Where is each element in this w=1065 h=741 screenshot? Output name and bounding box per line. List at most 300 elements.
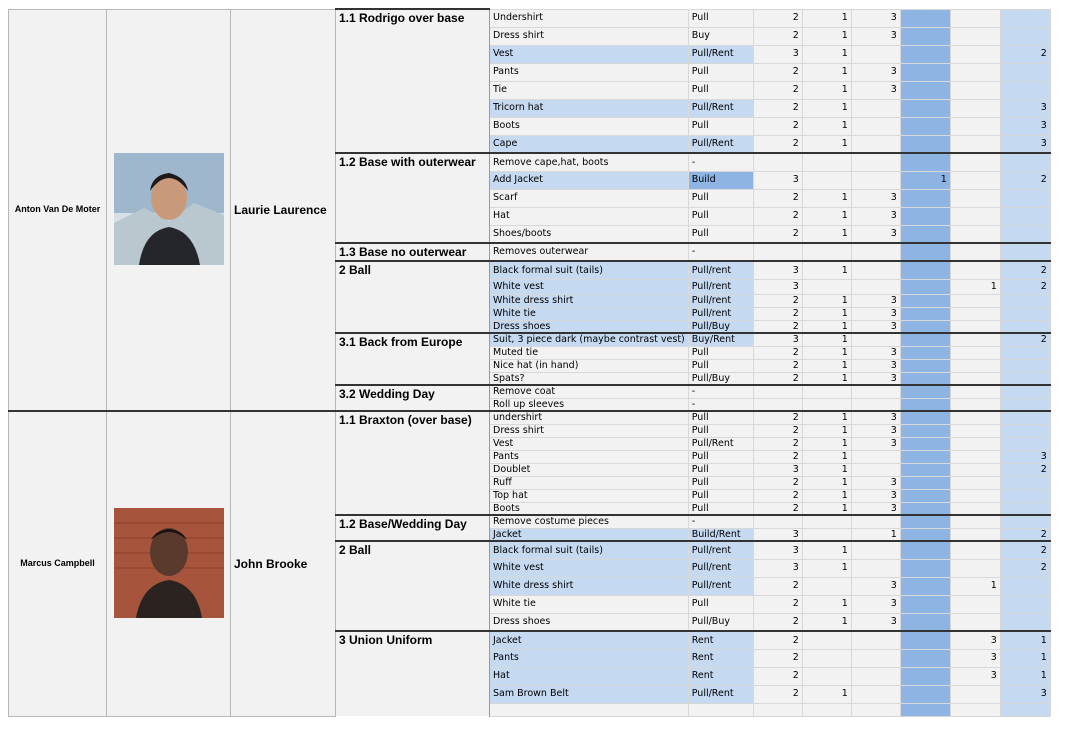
priority-cell-f[interactable]: 2 [1000, 528, 1050, 541]
source-method[interactable]: Pull [688, 207, 753, 225]
priority-cell-d[interactable] [900, 189, 950, 207]
priority-cell-e[interactable] [950, 359, 1000, 372]
costume-item[interactable]: Boots [490, 117, 689, 135]
priority-cell-e[interactable] [950, 63, 1000, 81]
priority-cell-a[interactable]: 2 [753, 411, 802, 424]
priority-cell-e[interactable] [950, 515, 1000, 528]
source-method[interactable]: Pull/rent [688, 577, 753, 595]
priority-cell-d[interactable] [900, 502, 950, 515]
costume-item[interactable]: White dress shirt [490, 577, 689, 595]
priority-cell-f[interactable]: 3 [1000, 450, 1050, 463]
priority-cell-a[interactable]: 2 [753, 346, 802, 359]
source-method[interactable]: Pull/rent [688, 307, 753, 320]
priority-cell-f[interactable]: 1 [1000, 667, 1050, 685]
priority-cell-d[interactable]: 1 [900, 171, 950, 189]
priority-cell-a[interactable]: 2 [753, 81, 802, 99]
priority-cell-f[interactable]: 2 [1000, 463, 1050, 476]
priority-cell-f[interactable]: 3 [1000, 117, 1050, 135]
priority-cell-d[interactable] [900, 631, 950, 649]
priority-cell-f[interactable] [1000, 243, 1050, 261]
priority-cell-b[interactable]: 1 [802, 45, 851, 63]
priority-cell-d[interactable] [900, 385, 950, 398]
priority-cell-a[interactable]: 2 [753, 27, 802, 45]
costume-item[interactable]: Jacket [490, 631, 689, 649]
priority-cell-e[interactable] [950, 559, 1000, 577]
priority-cell-c[interactable]: 3 [851, 225, 900, 243]
priority-cell-c[interactable] [851, 279, 900, 294]
costume-item[interactable]: Remove coat [490, 385, 689, 398]
source-method[interactable]: Pull/Buy [688, 372, 753, 385]
priority-cell-d[interactable] [900, 685, 950, 703]
priority-cell-e[interactable] [950, 385, 1000, 398]
scene-name[interactable]: 2 Ball [336, 541, 490, 631]
costume-item[interactable]: Suit, 3 piece dark (maybe contrast vest) [490, 333, 689, 346]
priority-cell-f[interactable] [1000, 577, 1050, 595]
priority-cell-e[interactable]: 3 [950, 667, 1000, 685]
actor-name[interactable]: Marcus Campbell [9, 411, 107, 716]
priority-cell-e[interactable] [950, 153, 1000, 171]
priority-cell-a[interactable]: 3 [753, 528, 802, 541]
source-method[interactable]: - [688, 153, 753, 171]
priority-cell-a[interactable] [753, 243, 802, 261]
priority-cell-d[interactable] [900, 99, 950, 117]
priority-cell-a[interactable]: 2 [753, 631, 802, 649]
priority-cell-f[interactable] [1000, 359, 1050, 372]
priority-cell-b[interactable]: 1 [802, 489, 851, 502]
priority-cell-f[interactable] [1000, 320, 1050, 333]
priority-cell-f[interactable]: 3 [1000, 135, 1050, 153]
scene-name[interactable]: 1.1 Rodrigo over base [336, 9, 490, 153]
priority-cell-f[interactable] [1000, 9, 1050, 27]
actor-name[interactable]: Anton Van De Moter [9, 9, 107, 411]
priority-cell-b[interactable] [802, 243, 851, 261]
priority-cell-a[interactable]: 3 [753, 559, 802, 577]
priority-cell-f[interactable]: 2 [1000, 333, 1050, 346]
priority-cell-c[interactable]: 3 [851, 489, 900, 502]
character-name[interactable]: John Brooke [231, 411, 336, 716]
priority-cell-f[interactable] [1000, 307, 1050, 320]
source-method[interactable]: Pull [688, 450, 753, 463]
priority-cell-a[interactable] [753, 703, 802, 716]
priority-cell-f[interactable] [1000, 398, 1050, 411]
priority-cell-c[interactable]: 3 [851, 411, 900, 424]
costume-item[interactable]: Vest [490, 45, 689, 63]
priority-cell-a[interactable]: 2 [753, 189, 802, 207]
source-method[interactable]: Pull/Rent [688, 437, 753, 450]
costume-item[interactable]: Hat [490, 207, 689, 225]
priority-cell-b[interactable] [802, 528, 851, 541]
priority-cell-c[interactable]: 3 [851, 307, 900, 320]
priority-cell-f[interactable] [1000, 225, 1050, 243]
priority-cell-d[interactable] [900, 225, 950, 243]
priority-cell-d[interactable] [900, 595, 950, 613]
costume-item[interactable]: Remove cape,hat, boots [490, 153, 689, 171]
source-method[interactable]: Pull [688, 595, 753, 613]
priority-cell-a[interactable]: 3 [753, 463, 802, 476]
priority-cell-f[interactable]: 2 [1000, 559, 1050, 577]
priority-cell-e[interactable] [950, 81, 1000, 99]
source-method[interactable]: - [688, 385, 753, 398]
priority-cell-c[interactable] [851, 559, 900, 577]
priority-cell-b[interactable]: 1 [802, 294, 851, 307]
priority-cell-f[interactable]: 2 [1000, 279, 1050, 294]
priority-cell-e[interactable] [950, 9, 1000, 27]
costume-item[interactable]: Dress shirt [490, 27, 689, 45]
costume-item[interactable] [490, 703, 689, 716]
priority-cell-a[interactable]: 2 [753, 489, 802, 502]
priority-cell-b[interactable] [802, 385, 851, 398]
priority-cell-d[interactable] [900, 577, 950, 595]
source-method[interactable]: Pull/rent [688, 279, 753, 294]
priority-cell-f[interactable] [1000, 385, 1050, 398]
priority-cell-d[interactable] [900, 320, 950, 333]
priority-cell-a[interactable] [753, 385, 802, 398]
priority-cell-f[interactable] [1000, 437, 1050, 450]
priority-cell-c[interactable] [851, 261, 900, 279]
priority-cell-e[interactable] [950, 476, 1000, 489]
priority-cell-a[interactable]: 2 [753, 307, 802, 320]
priority-cell-a[interactable]: 3 [753, 333, 802, 346]
costume-item[interactable]: Removes outerwear [490, 243, 689, 261]
priority-cell-a[interactable]: 2 [753, 685, 802, 703]
priority-cell-d[interactable] [900, 489, 950, 502]
costume-item[interactable]: Black formal suit (tails) [490, 541, 689, 559]
priority-cell-a[interactable]: 3 [753, 171, 802, 189]
priority-cell-c[interactable]: 3 [851, 372, 900, 385]
priority-cell-a[interactable]: 2 [753, 450, 802, 463]
priority-cell-b[interactable]: 1 [802, 320, 851, 333]
priority-cell-c[interactable]: 3 [851, 346, 900, 359]
priority-cell-a[interactable]: 2 [753, 502, 802, 515]
costume-item[interactable]: Dress shirt [490, 424, 689, 437]
priority-cell-b[interactable] [802, 667, 851, 685]
priority-cell-d[interactable] [900, 9, 950, 27]
source-method[interactable]: - [688, 398, 753, 411]
priority-cell-f[interactable] [1000, 153, 1050, 171]
source-method[interactable]: Pull [688, 189, 753, 207]
priority-cell-c[interactable]: 3 [851, 294, 900, 307]
priority-cell-c[interactable] [851, 333, 900, 346]
scene-name[interactable]: 1.1 Braxton (over base) [336, 411, 490, 515]
priority-cell-a[interactable]: 3 [753, 279, 802, 294]
priority-cell-f[interactable]: 1 [1000, 631, 1050, 649]
priority-cell-f[interactable]: 2 [1000, 45, 1050, 63]
priority-cell-a[interactable]: 2 [753, 117, 802, 135]
source-method[interactable]: Pull/Buy [688, 320, 753, 333]
priority-cell-a[interactable]: 2 [753, 320, 802, 333]
priority-cell-c[interactable] [851, 117, 900, 135]
priority-cell-d[interactable] [900, 450, 950, 463]
priority-cell-b[interactable]: 1 [802, 81, 851, 99]
priority-cell-d[interactable] [900, 81, 950, 99]
source-method[interactable]: Pull [688, 411, 753, 424]
priority-cell-f[interactable] [1000, 703, 1050, 716]
spreadsheet-grid[interactable] [8, 8, 1065, 741]
priority-cell-c[interactable] [851, 703, 900, 716]
priority-cell-e[interactable] [950, 411, 1000, 424]
costume-item[interactable]: Tie [490, 81, 689, 99]
priority-cell-e[interactable] [950, 463, 1000, 476]
source-method[interactable]: - [688, 515, 753, 528]
source-method[interactable]: Pull [688, 502, 753, 515]
source-method[interactable]: Pull [688, 63, 753, 81]
costume-item[interactable]: Pants [490, 649, 689, 667]
priority-cell-e[interactable] [950, 135, 1000, 153]
priority-cell-d[interactable] [900, 135, 950, 153]
priority-cell-c[interactable] [851, 153, 900, 171]
priority-cell-e[interactable] [950, 207, 1000, 225]
costume-item[interactable]: Vest [490, 437, 689, 450]
source-method[interactable]: Pull [688, 463, 753, 476]
priority-cell-c[interactable] [851, 171, 900, 189]
priority-cell-f[interactable] [1000, 63, 1050, 81]
priority-cell-a[interactable]: 2 [753, 424, 802, 437]
priority-cell-c[interactable] [851, 385, 900, 398]
priority-cell-d[interactable] [900, 424, 950, 437]
scene-name[interactable]: 2 Ball [336, 261, 490, 333]
priority-cell-b[interactable]: 1 [802, 207, 851, 225]
source-method[interactable]: Pull [688, 9, 753, 27]
priority-cell-b[interactable]: 1 [802, 9, 851, 27]
priority-cell-f[interactable] [1000, 189, 1050, 207]
priority-cell-b[interactable]: 1 [802, 27, 851, 45]
source-method[interactable]: Pull/Buy [688, 613, 753, 631]
priority-cell-d[interactable] [900, 372, 950, 385]
priority-cell-c[interactable]: 3 [851, 320, 900, 333]
costume-item[interactable]: Top hat [490, 489, 689, 502]
priority-cell-c[interactable]: 3 [851, 595, 900, 613]
priority-cell-b[interactable]: 1 [802, 189, 851, 207]
priority-cell-e[interactable] [950, 171, 1000, 189]
costume-item[interactable]: Pants [490, 63, 689, 81]
source-method[interactable]: Rent [688, 649, 753, 667]
priority-cell-d[interactable] [900, 667, 950, 685]
costume-item[interactable]: White vest [490, 559, 689, 577]
priority-cell-c[interactable] [851, 515, 900, 528]
priority-cell-b[interactable]: 1 [802, 411, 851, 424]
priority-cell-f[interactable] [1000, 81, 1050, 99]
costume-item[interactable]: Pants [490, 450, 689, 463]
priority-cell-a[interactable] [753, 153, 802, 171]
priority-cell-d[interactable] [900, 515, 950, 528]
priority-cell-b[interactable]: 1 [802, 437, 851, 450]
priority-cell-e[interactable] [950, 261, 1000, 279]
priority-cell-e[interactable] [950, 27, 1000, 45]
priority-cell-b[interactable] [802, 631, 851, 649]
scene-name[interactable]: 3.2 Wedding Day [336, 385, 490, 411]
priority-cell-f[interactable] [1000, 595, 1050, 613]
source-method[interactable]: Pull [688, 489, 753, 502]
priority-cell-c[interactable]: 3 [851, 81, 900, 99]
source-method[interactable]: Pull [688, 346, 753, 359]
priority-cell-f[interactable]: 3 [1000, 685, 1050, 703]
priority-cell-f[interactable] [1000, 515, 1050, 528]
priority-cell-c[interactable] [851, 450, 900, 463]
priority-cell-e[interactable]: 3 [950, 649, 1000, 667]
priority-cell-f[interactable] [1000, 294, 1050, 307]
priority-cell-d[interactable] [900, 63, 950, 81]
priority-cell-f[interactable] [1000, 411, 1050, 424]
priority-cell-e[interactable] [950, 489, 1000, 502]
priority-cell-e[interactable] [950, 294, 1000, 307]
source-method[interactable]: Pull [688, 424, 753, 437]
scene-name[interactable]: 1.2 Base with outerwear [336, 153, 490, 243]
priority-cell-e[interactable] [950, 346, 1000, 359]
priority-cell-c[interactable] [851, 243, 900, 261]
priority-cell-a[interactable]: 2 [753, 372, 802, 385]
priority-cell-c[interactable] [851, 135, 900, 153]
priority-cell-c[interactable] [851, 631, 900, 649]
priority-cell-d[interactable] [900, 476, 950, 489]
priority-cell-d[interactable] [900, 398, 950, 411]
priority-cell-a[interactable]: 2 [753, 63, 802, 81]
priority-cell-c[interactable]: 3 [851, 63, 900, 81]
scene-name[interactable]: 3 Union Uniform [336, 631, 490, 716]
source-method[interactable]: Build/Rent [688, 528, 753, 541]
priority-cell-e[interactable]: 1 [950, 279, 1000, 294]
priority-cell-c[interactable] [851, 463, 900, 476]
headshot-photo[interactable] [107, 9, 231, 411]
source-method[interactable]: Build [688, 171, 753, 189]
priority-cell-a[interactable]: 2 [753, 667, 802, 685]
priority-cell-c[interactable]: 3 [851, 476, 900, 489]
costume-item[interactable]: Jacket [490, 528, 689, 541]
priority-cell-e[interactable] [950, 703, 1000, 716]
costume-item[interactable]: Doublet [490, 463, 689, 476]
priority-cell-d[interactable] [900, 346, 950, 359]
source-method[interactable]: Pull/Rent [688, 99, 753, 117]
priority-cell-b[interactable]: 1 [802, 372, 851, 385]
scene-name[interactable]: 1.2 Base/Wedding Day [336, 515, 490, 541]
priority-cell-d[interactable] [900, 649, 950, 667]
priority-cell-f[interactable]: 2 [1000, 171, 1050, 189]
priority-cell-d[interactable] [900, 528, 950, 541]
priority-cell-a[interactable]: 3 [753, 541, 802, 559]
priority-cell-f[interactable]: 1 [1000, 649, 1050, 667]
source-method[interactable]: Pull/Rent [688, 45, 753, 63]
costume-item[interactable]: Add Jacket [490, 171, 689, 189]
costume-item[interactable]: White vest [490, 279, 689, 294]
priority-cell-d[interactable] [900, 153, 950, 171]
priority-cell-d[interactable] [900, 411, 950, 424]
priority-cell-b[interactable] [802, 703, 851, 716]
costume-item[interactable]: Undershirt [490, 9, 689, 27]
priority-cell-e[interactable] [950, 685, 1000, 703]
costume-item[interactable]: Scarf [490, 189, 689, 207]
priority-cell-d[interactable] [900, 613, 950, 631]
priority-cell-c[interactable]: 3 [851, 577, 900, 595]
priority-cell-c[interactable]: 3 [851, 424, 900, 437]
priority-cell-d[interactable] [900, 463, 950, 476]
priority-cell-e[interactable] [950, 613, 1000, 631]
priority-cell-e[interactable] [950, 437, 1000, 450]
priority-cell-c[interactable] [851, 45, 900, 63]
costume-item[interactable]: Cape [490, 135, 689, 153]
priority-cell-f[interactable] [1000, 27, 1050, 45]
priority-cell-e[interactable] [950, 528, 1000, 541]
priority-cell-e[interactable] [950, 243, 1000, 261]
priority-cell-b[interactable] [802, 171, 851, 189]
priority-cell-e[interactable] [950, 225, 1000, 243]
priority-cell-b[interactable] [802, 398, 851, 411]
scene-name[interactable]: 1.3 Base no outerwear [336, 243, 490, 261]
priority-cell-a[interactable]: 2 [753, 437, 802, 450]
priority-cell-c[interactable]: 3 [851, 207, 900, 225]
priority-cell-b[interactable] [802, 577, 851, 595]
priority-cell-b[interactable]: 1 [802, 99, 851, 117]
priority-cell-e[interactable] [950, 189, 1000, 207]
priority-cell-a[interactable]: 2 [753, 476, 802, 489]
source-method[interactable]: Rent [688, 667, 753, 685]
source-method[interactable]: Pull [688, 117, 753, 135]
priority-cell-d[interactable] [900, 279, 950, 294]
priority-cell-b[interactable]: 1 [802, 613, 851, 631]
priority-cell-a[interactable]: 3 [753, 261, 802, 279]
priority-cell-a[interactable]: 2 [753, 595, 802, 613]
source-method[interactable]: Pull/rent [688, 294, 753, 307]
priority-cell-a[interactable]: 2 [753, 135, 802, 153]
source-method[interactable]: Pull [688, 225, 753, 243]
source-method[interactable]: Buy/Rent [688, 333, 753, 346]
priority-cell-b[interactable] [802, 649, 851, 667]
costume-item[interactable]: Boots [490, 502, 689, 515]
priority-cell-b[interactable]: 1 [802, 476, 851, 489]
priority-cell-e[interactable] [950, 320, 1000, 333]
priority-cell-a[interactable] [753, 515, 802, 528]
priority-cell-a[interactable]: 2 [753, 613, 802, 631]
priority-cell-c[interactable]: 3 [851, 502, 900, 515]
priority-cell-b[interactable]: 1 [802, 346, 851, 359]
priority-cell-e[interactable] [950, 502, 1000, 515]
priority-cell-d[interactable] [900, 261, 950, 279]
priority-cell-b[interactable]: 1 [802, 595, 851, 613]
priority-cell-e[interactable] [950, 307, 1000, 320]
priority-cell-b[interactable]: 1 [802, 685, 851, 703]
priority-cell-d[interactable] [900, 541, 950, 559]
priority-cell-b[interactable]: 1 [802, 424, 851, 437]
priority-cell-f[interactable] [1000, 476, 1050, 489]
costume-item[interactable]: undershirt [490, 411, 689, 424]
priority-cell-b[interactable]: 1 [802, 117, 851, 135]
headshot-photo[interactable] [107, 411, 231, 716]
costume-item[interactable]: Dress shoes [490, 613, 689, 631]
priority-cell-d[interactable] [900, 207, 950, 225]
costume-item[interactable]: White tie [490, 307, 689, 320]
costume-item[interactable]: Sam Brown Belt [490, 685, 689, 703]
priority-cell-d[interactable] [900, 307, 950, 320]
priority-cell-a[interactable]: 3 [753, 45, 802, 63]
priority-cell-b[interactable]: 1 [802, 333, 851, 346]
priority-cell-a[interactable]: 2 [753, 207, 802, 225]
costume-item[interactable]: White tie [490, 595, 689, 613]
costume-item[interactable]: Nice hat (in hand) [490, 359, 689, 372]
costume-item[interactable]: Roll up sleeves [490, 398, 689, 411]
priority-cell-b[interactable]: 1 [802, 541, 851, 559]
source-method[interactable]: Pull/Rent [688, 135, 753, 153]
priority-cell-d[interactable] [900, 703, 950, 716]
source-method[interactable]: Buy [688, 27, 753, 45]
priority-cell-c[interactable] [851, 649, 900, 667]
priority-cell-c[interactable] [851, 99, 900, 117]
priority-cell-d[interactable] [900, 243, 950, 261]
priority-cell-b[interactable]: 1 [802, 135, 851, 153]
priority-cell-b[interactable]: 1 [802, 261, 851, 279]
priority-cell-d[interactable] [900, 437, 950, 450]
priority-cell-f[interactable]: 2 [1000, 541, 1050, 559]
priority-cell-b[interactable]: 1 [802, 225, 851, 243]
priority-cell-a[interactable]: 2 [753, 225, 802, 243]
priority-cell-e[interactable] [950, 45, 1000, 63]
